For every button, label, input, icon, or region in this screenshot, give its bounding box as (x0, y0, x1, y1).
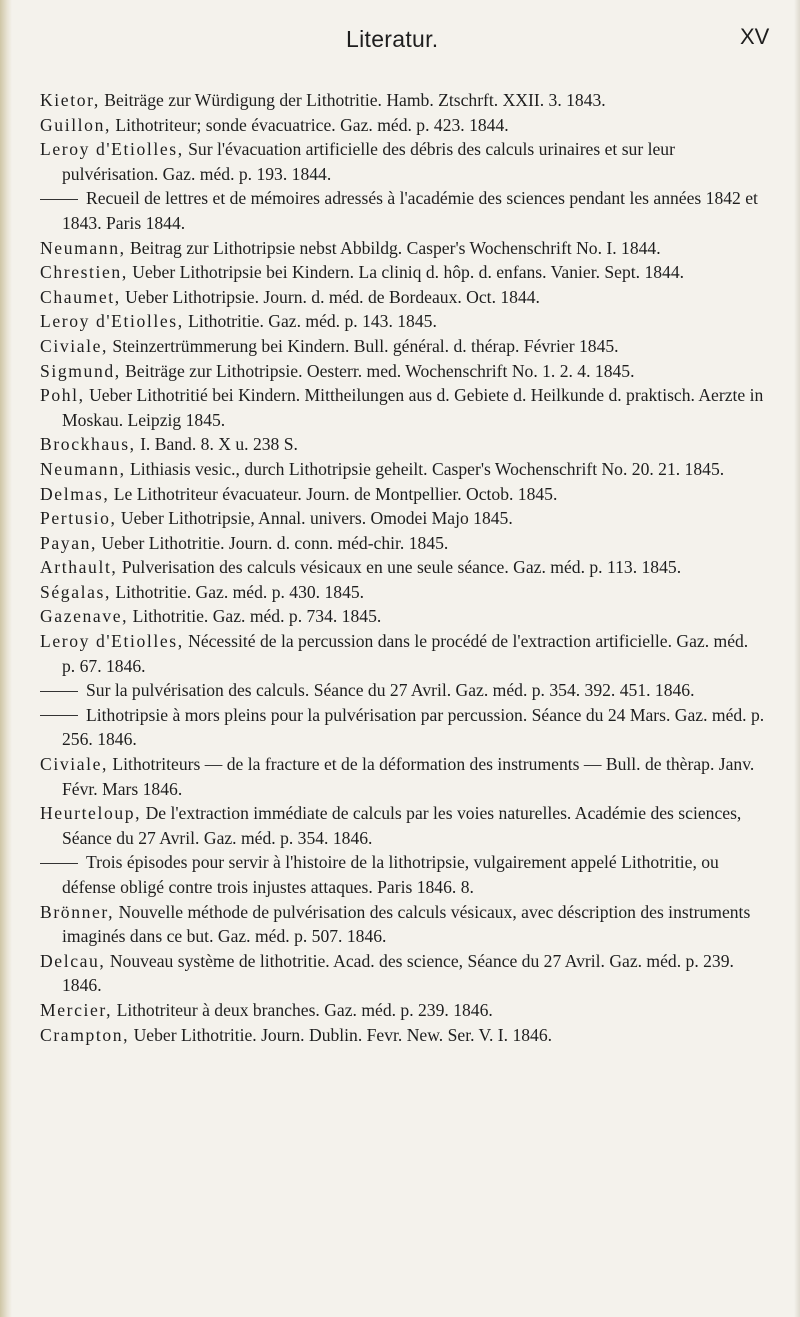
entry-text: Lithotripsie à mors pleins pour la pulvérisation par percussion. Séance du 24 Mars. Gaz. méd. p. 256. 1846. (62, 704, 765, 750)
entry-text: Ueber Lithotritié bei Kindern. Mittheilungen aus d. Gebiete d. Heilkunde d. praktisch. Aerzte in Moskau. Leipzig 1845. (62, 385, 764, 430)
entry-text: Recueil de lettres et de mémoires adressés à l'académie des sciences pendant les années 1842 et 1843. Paris 1844. (62, 188, 758, 233)
entry-text: Lithotritie. Gaz. méd. p. 430. 1845. (115, 581, 365, 602)
entry-text: Lithotriteur; sonde évacuatrice. Gaz. méd. p. 423. 1844. (115, 114, 509, 135)
bibliography-entry (40, 801, 765, 850)
entry-author: Brönner, (40, 901, 115, 922)
bibliography-entry (40, 432, 765, 457)
ditto-dash (40, 715, 78, 716)
entry-author: Ségalas, (40, 581, 111, 602)
bibliography-entry (40, 678, 765, 703)
ditto-dash (40, 199, 78, 200)
entry-text: De l'extraction immédiate de calculs par les voies naturelles. Académie des sciences, Séance du 27 Avril. Gaz. méd. p. 354. 1846. (62, 803, 742, 848)
bibliography-entry (40, 629, 765, 678)
ditto-dash (40, 691, 78, 692)
entry-text: Sur l'évacuation artificielle des débris des calculs urinaires et sur leur pulvérisation. Gaz. méd. p. 193. 1844. (62, 139, 675, 184)
entry-text: Beitrag zur Lithotripsie nebst Abbildg. Casper's Wochenschrift No. I. 1844. (130, 237, 661, 258)
entry-text: Nouvelle méthode de pulvérisation des calculs vésicaux, avec déscription des instruments imaginés dans ce but. Gaz. méd. p. 507. 1846. (62, 901, 751, 947)
bibliography-entry (40, 506, 765, 531)
entry-author: Civiale, (40, 754, 109, 775)
bibliography-entry (40, 482, 765, 507)
entry-author: Leroy d'Etiolles, (40, 631, 184, 652)
bibliography-entry (40, 900, 765, 949)
page-edge (794, 0, 800, 1317)
entry-text: Ueber Lithotripsie. Journ. d. méd. de Bordeaux. Oct. 1844. (125, 286, 540, 307)
entry-text: Nécessité de la percussion dans le procédé de l'extraction artificielle. Gaz. méd. p. 67. 1846. (62, 631, 749, 676)
entry-author: Chaumet, (40, 286, 121, 307)
entry-author: Guillon, (40, 114, 111, 135)
entry-text: Lithotriteur à deux branches. Gaz. méd. p. 239. 1846. (116, 999, 493, 1020)
bibliography-entry (40, 580, 765, 605)
bibliography-entry (40, 531, 765, 556)
entry-text: Lithotritie. Gaz. méd. p. 734. 1845. (132, 606, 382, 627)
bibliography-entry (40, 285, 765, 310)
entry-author: Pertusio, (40, 508, 117, 529)
bibliography-entry (40, 457, 765, 482)
bibliography-entry (40, 1023, 765, 1048)
entry-author: Neumann, (40, 458, 126, 479)
bibliography-entry (40, 383, 765, 432)
page-binding-shadow (0, 0, 12, 1317)
entry-author: Neumann, (40, 237, 126, 258)
entry-author: Payan, (40, 532, 97, 553)
entry-author: Arthault, (40, 557, 118, 578)
entry-text: Beiträge zur Lithotripsie. Oesterr. med. Wochenschrift No. 1. 2. 4. 1845. (125, 360, 635, 381)
entry-author: Chrestien, (40, 262, 128, 283)
page-title: Literatur. (346, 26, 439, 52)
entry-author: Heurteloup, (40, 803, 142, 824)
entry-author: Civiale, (40, 335, 109, 356)
bibliography-entry (40, 334, 765, 359)
bibliography-entry (40, 309, 765, 334)
bibliography-list (40, 88, 765, 1047)
entry-text: Le Lithotriteur évacuateur. Journ. de Montpellier. Octob. 1845. (113, 483, 558, 504)
page-number: XV (740, 24, 770, 49)
entry-author: Brockhaus, (40, 434, 136, 455)
bibliography-entry (40, 555, 765, 580)
entry-author: Gazenave, (40, 606, 129, 627)
entry-text: Ueber Lithotritie. Journ. Dublin. Fevr. New. Ser. V. I. 1846. (133, 1024, 553, 1045)
entry-author: Delcau, (40, 950, 106, 971)
bibliography-entry (40, 752, 765, 801)
bibliography-entry (40, 604, 765, 629)
bibliography-entry (40, 236, 765, 261)
bibliography-entry (40, 88, 765, 113)
entry-author: Pohl, (40, 385, 85, 406)
bibliography-entry (40, 850, 765, 899)
bibliography-entry (40, 359, 765, 384)
entry-author: Crampton, (40, 1024, 130, 1045)
bibliography-entry (40, 998, 765, 1023)
bibliography-entry (40, 113, 765, 138)
entry-text: Steinzertrümmerung bei Kindern. Bull. général. d. thérap. Février 1845. (112, 335, 619, 356)
bibliography-entry (40, 949, 765, 998)
entry-text: Sur la pulvérisation des calculs. Séance du 27 Avril. Gaz. méd. p. 354. 392. 451. 1846. (86, 680, 695, 701)
entry-text: Ueber Lithotripsie, Annal. univers. Omodei Majo 1845. (120, 508, 513, 529)
entry-text: Nouveau système de lithotritie. Acad. des science, Séance du 27 Avril. Gaz. méd. p. 239. 1846. (62, 950, 734, 996)
entry-author: Kietor, (40, 90, 100, 110)
entry-text: Lithotritie. Gaz. méd. p. 143. 1845. (188, 311, 437, 332)
entry-text: Beiträge zur Würdigung der Lithotritie. Hamb. Ztschrft. XXII. 3. 1843. (104, 90, 606, 110)
entry-text: Lithiasis vesic., durch Lithotripsie geheilt. Casper's Wochenschrift No. 20. 21. 1845. (130, 458, 725, 479)
entry-author: Leroy d'Etiolles, (40, 311, 184, 332)
running-head (0, 22, 800, 58)
bibliography-entry (40, 703, 765, 752)
bibliography-entry (40, 137, 765, 186)
ditto-dash (40, 863, 78, 864)
entry-author: Leroy d'Etiolles, (40, 139, 184, 160)
bibliography-entry (40, 260, 765, 285)
entry-author: Delmas, (40, 483, 110, 504)
entry-text: Trois épisodes pour servir à l'histoire de la lithotripsie, vulgairement appelé Lithotritie, ou défense obligé contre trois injustes attaques. Paris 1846. 8. (62, 852, 719, 897)
entry-author: Sigmund, (40, 360, 121, 381)
bibliography-entry (40, 186, 765, 235)
entry-text: Ueber Lithotritie. Journ. d. conn. méd-chir. 1845. (101, 532, 449, 553)
entry-text: Pulverisation des calculs vésicaux en une seule séance. Gaz. méd. p. 113. 1845. (121, 557, 682, 578)
entry-text: Ueber Lithotripsie bei Kindern. La cliniq d. hôp. d. enfans. Vanier. Sept. 1844. (132, 262, 685, 283)
entry-author: Mercier, (40, 999, 113, 1020)
entry-text: Lithotriteurs — de la fracture et de la déformation des instruments — Bull. de thèrap. Janv. Févr. Mars 1846. (62, 754, 755, 799)
entry-text: I. Band. 8. X u. 238 S. (140, 434, 298, 455)
